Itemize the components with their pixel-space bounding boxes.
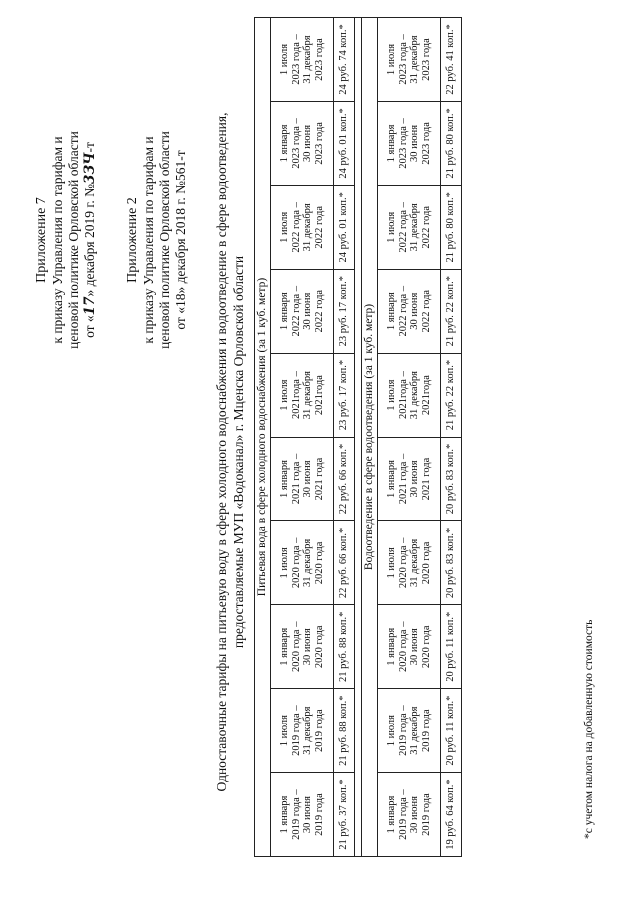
period-line: 2023 года – [397, 34, 409, 85]
period-line: 1 января [386, 795, 397, 834]
tariff-value: 21 руб. 22 коп.* [441, 269, 462, 353]
period-line: 2020 года – [290, 621, 302, 673]
period-cell [271, 605, 334, 689]
period-line: 31 декабря [409, 538, 420, 587]
period-line: 2021 года [313, 457, 325, 501]
period-line: 1 июля [279, 379, 290, 411]
period-line: 2021года [313, 375, 325, 416]
section-title-row [362, 18, 378, 857]
period-line: 1 января [279, 795, 290, 834]
tariff-value: 20 руб. 83 коп.* [441, 521, 462, 605]
tariff-value: 20 руб. 11 коп.* [441, 689, 462, 773]
period-line: 31 декабря [302, 35, 313, 84]
period-line: 2022 года – [397, 285, 409, 337]
period-line: 2019 года [313, 709, 325, 752]
document-title [213, 67, 247, 837]
tariff-value: 21 руб. 80 коп.* [441, 101, 462, 185]
appendix-7-title: Приложение 7 [34, 197, 49, 283]
period-line: 2022 года [420, 206, 432, 249]
section-gap [355, 18, 362, 857]
appendix-2-header [125, 60, 189, 420]
section-title: Питьевая вода в сфере холодного водоснабжения (за 1 куб. метр) [255, 18, 271, 857]
period-line: 1 января [386, 292, 397, 331]
period-cell [378, 353, 441, 437]
period-line: 1 июля [279, 43, 290, 76]
appendix-2-title: Приложение 2 [125, 197, 140, 283]
period-line: 2023 года – [290, 34, 302, 85]
period-line: 30 июня [409, 124, 420, 162]
tariff-value: 21 руб. 37 коп.* [334, 773, 355, 857]
period-line: 1 июля [386, 547, 397, 579]
period-line: 1 июля [279, 715, 290, 747]
period-line: 2021 года – [290, 453, 302, 505]
vat-footnote: *с учетом налога на добавленную стоимость [583, 619, 595, 839]
period-line: 2021года – [397, 371, 409, 420]
tariff-value: 24 руб. 74 коп.* [334, 18, 355, 102]
period-line: 1 января [279, 292, 290, 331]
appendix-7-line2: ценовой политике Орловской области [66, 131, 81, 349]
period-line: 31 декабря [409, 706, 420, 755]
period-line: 30 июня [302, 124, 313, 162]
period-line: 2019 года [313, 793, 325, 836]
period-line: 2022 года [313, 206, 325, 249]
tariff-value: 24 руб. 01 коп.* [334, 185, 355, 269]
period-line: 1 января [279, 124, 290, 163]
tariff-value: 19 руб. 64 коп.* [441, 773, 462, 857]
tariff-value-row [441, 18, 462, 857]
period-line: 2020 года [313, 541, 325, 585]
tariff-value: 20 руб. 11 коп.* [441, 605, 462, 689]
period-line: 30 июня [409, 628, 420, 666]
period-cell [378, 185, 441, 269]
appendix-2-line1: к приказу Управления по тарифам и [141, 136, 156, 344]
period-line: 2023 года [313, 38, 325, 81]
period-line: 2019 года – [290, 705, 302, 756]
period-cell [271, 437, 334, 521]
period-line: 1 июля [386, 211, 397, 243]
period-line: 2019 года – [397, 789, 409, 840]
period-cell [271, 689, 334, 773]
period-line: 2019 года [420, 793, 432, 836]
document-title-line1: Одноставочные тарифы на питьевую воду в сфере холодного водоснабжения и водоотведение в сфере водоотведения, [214, 112, 229, 792]
tariff-value-row [334, 18, 355, 857]
appendix-7-date: от «17» декабря 2019 г. №3ЗЧ-т [82, 142, 98, 338]
tariff-value: 23 руб. 17 коп.* [334, 353, 355, 437]
period-cell [271, 269, 334, 353]
period-line: 2023 года [420, 122, 432, 165]
period-line: 2021 года [420, 457, 432, 501]
tariff-value: 22 руб. 41 коп.* [441, 18, 462, 102]
period-line: 30 июня [409, 460, 420, 498]
period-line: 30 июня [302, 292, 313, 330]
tariff-value: 21 руб. 22 коп.* [441, 353, 462, 437]
period-cell [378, 101, 441, 185]
period-line: 1 июля [279, 211, 290, 243]
period-row [378, 18, 441, 857]
period-line: 2022 года – [397, 202, 409, 253]
period-cell [378, 437, 441, 521]
period-cell [378, 18, 441, 102]
appendix-2-line2: ценовой политике Орловской области [157, 131, 172, 349]
period-line: 2020 года [420, 625, 432, 669]
period-cell [378, 269, 441, 353]
tariff-value: 20 руб. 83 коп.* [441, 437, 462, 521]
period-line: 2019 года [420, 709, 432, 752]
period-line: 1 января [279, 627, 290, 666]
period-line: 1 июля [386, 43, 397, 76]
tariffs-table [254, 17, 462, 857]
period-line: 31 декабря [302, 706, 313, 755]
period-line: 1 января [386, 460, 397, 498]
period-line: 2022 года [313, 289, 325, 333]
period-line: 31 декабря [409, 203, 420, 252]
appendix-7-line1: к приказу Управления по тарифам и [50, 136, 65, 344]
period-line: 2020 года – [397, 537, 409, 589]
period-line: 2021 года – [397, 453, 409, 505]
tariff-value: 21 руб. 80 коп.* [441, 185, 462, 269]
period-line: 2021года [420, 375, 432, 416]
tariff-value: 23 руб. 17 коп.* [334, 269, 355, 353]
tariff-value: 21 руб. 88 коп.* [334, 689, 355, 773]
period-line: 31 декабря [302, 538, 313, 587]
period-line: 1 января [279, 460, 290, 498]
period-line: 2023 года [313, 122, 325, 165]
period-line: 1 июля [386, 715, 397, 747]
section-title-row [255, 18, 271, 857]
period-cell [378, 773, 441, 857]
period-row [271, 18, 334, 857]
period-line: 2020 года [313, 625, 325, 669]
period-line: 2019 года – [290, 789, 302, 840]
period-line: 30 июня [302, 628, 313, 666]
period-line: 30 июня [409, 796, 420, 834]
period-line: 2023 года – [397, 118, 409, 169]
period-cell [378, 689, 441, 773]
tariff-value: 22 руб. 66 коп.* [334, 437, 355, 521]
period-line: 1 января [386, 627, 397, 666]
period-line: 1 июля [279, 547, 290, 579]
period-cell [271, 185, 334, 269]
period-line: 2020 года – [290, 537, 302, 589]
document-title-line2: предоставляемые МУП «Водоканал» г. Мценска Орловской области [231, 255, 246, 649]
period-cell [271, 18, 334, 102]
period-cell [378, 521, 441, 605]
period-line: 2022 года – [290, 285, 302, 337]
period-line: 2023 года – [290, 118, 302, 169]
tariff-value: 21 руб. 88 коп.* [334, 605, 355, 689]
period-line: 2022 года – [290, 202, 302, 253]
tariff-value: 22 руб. 66 коп.* [334, 521, 355, 605]
period-cell [378, 605, 441, 689]
period-cell [271, 773, 334, 857]
handwritten-day: 17 [82, 296, 98, 316]
handwritten-number: 3ЗЧ [82, 152, 98, 184]
period-line: 30 июня [302, 460, 313, 498]
period-line: 2020 года [420, 541, 432, 585]
period-line: 1 июля [386, 379, 397, 411]
period-line: 31 декабря [409, 35, 420, 84]
appendix-7-header [34, 60, 98, 420]
period-line: 31 декабря [409, 371, 420, 420]
appendix-2-line3: от «18» декабря 2018 г. №561-т [173, 150, 188, 330]
section-title: Водоотведение в сфере водоотведения (за 1 куб. метр) [362, 18, 378, 857]
period-cell [271, 101, 334, 185]
period-line: 31 декабря [302, 203, 313, 252]
period-line: 2019 года – [397, 705, 409, 756]
period-line: 1 января [386, 124, 397, 163]
period-line: 30 июня [302, 796, 313, 834]
period-line: 2020 года – [397, 621, 409, 673]
period-line: 2021года – [290, 371, 302, 420]
period-cell [271, 521, 334, 605]
period-line: 30 июня [409, 292, 420, 330]
period-line: 31 декабря [302, 371, 313, 420]
period-line: 2022 года [420, 289, 432, 333]
period-line: 2023 года [420, 38, 432, 81]
period-cell [271, 353, 334, 437]
tariff-value: 24 руб. 01 коп.* [334, 101, 355, 185]
